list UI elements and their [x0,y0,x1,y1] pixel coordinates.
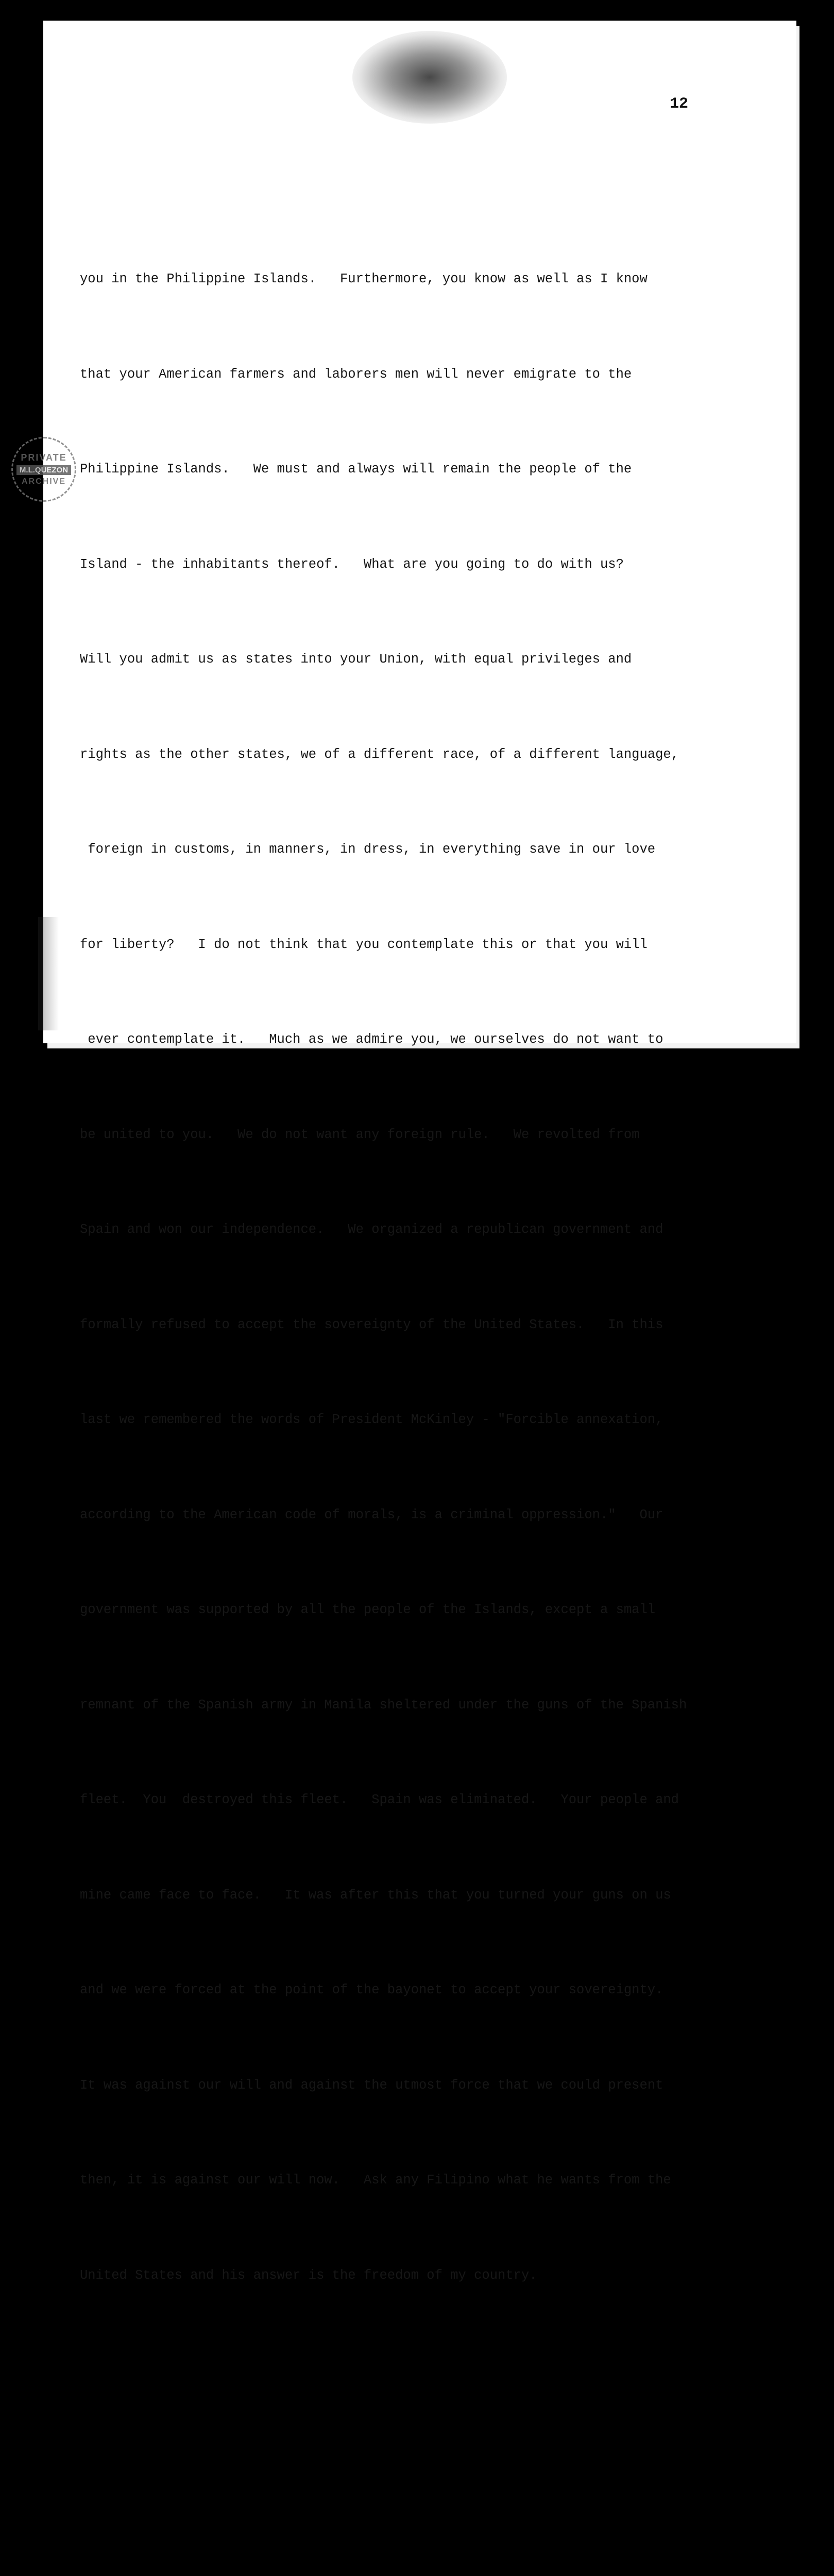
text-line: and we were forced at the point of the bayonet to accept your sovereignty. [80,1982,663,1997]
stamp-middle-text: M.L.QUEZON [16,465,71,475]
text-line: you in the Philippine Islands. Furthermore, you know as well as I know [80,272,648,286]
text-line: last we remembered the words of President McKinley - "Forcible annexation, [80,1412,663,1427]
stamp-top-text: PRIVATE [21,452,67,463]
text-line: mine came face to face. It was after this that you turned your guns on us [80,1887,671,1903]
text-line: Philippine Islands. We must and always will remain the people of the [80,462,632,477]
typed-text-body [80,137,734,2576]
stamp-bottom-text: ARCHIVE [21,477,66,486]
text-line: fleet. You destroyed this fleet. Spain was eliminated. Your people and [80,1792,679,1807]
text-line: then, it is against our will now. Ask any Filipino what he wants from the [80,2173,671,2188]
text-line: according to the American code of morals, is a criminal oppression." Our [80,1507,663,1522]
paragraph-2 [80,2506,734,2576]
text-line: Will you admit us as states into your Union, with equal privileges and [80,652,632,667]
text-line: It was against our will and against the utmost force that we could present [80,2077,663,2093]
edge-shadow [38,917,59,1030]
text-line: Island - the inhabitants thereof. What are you going to do with us? [80,556,624,572]
text-line: remnant of the Spanish army in Manila sheltered under the guns of the Spanish [80,1697,687,1713]
text-line: ever contemplate it. Much as we admire you, we ourselves do not want to [80,1032,663,1047]
ink-smudge [352,31,507,124]
text-line: rights as the other states, we of a different race, of a different language, [80,747,679,762]
text-line: government was supported by all the people of the Islands, except a small [80,1602,656,1617]
page-number: 12 [670,95,689,113]
text-line: that your American farmers and laborers men will never emigrate to the [80,366,632,382]
paragraph-gap [80,2418,734,2443]
text-line: formally refused to accept the sovereignty of the United States. In this [80,1317,663,1332]
text-line: United States and his answer is the freedom of my country. [80,2267,537,2283]
archive-stamp [11,437,76,502]
text-line: foreign in customs, in manners, in dress, in everything save in our love [80,842,656,857]
text-line: for liberty? I do not think that you contemplate this or that you will [80,937,648,952]
text-line: Spain and won our independence. We organized a republican government and [80,1222,663,1237]
text-line [80,2569,734,2576]
paragraph-1 [80,200,734,2354]
text-line: be united to you. We do not want any foreign rule. We revolted from [80,1127,640,1142]
